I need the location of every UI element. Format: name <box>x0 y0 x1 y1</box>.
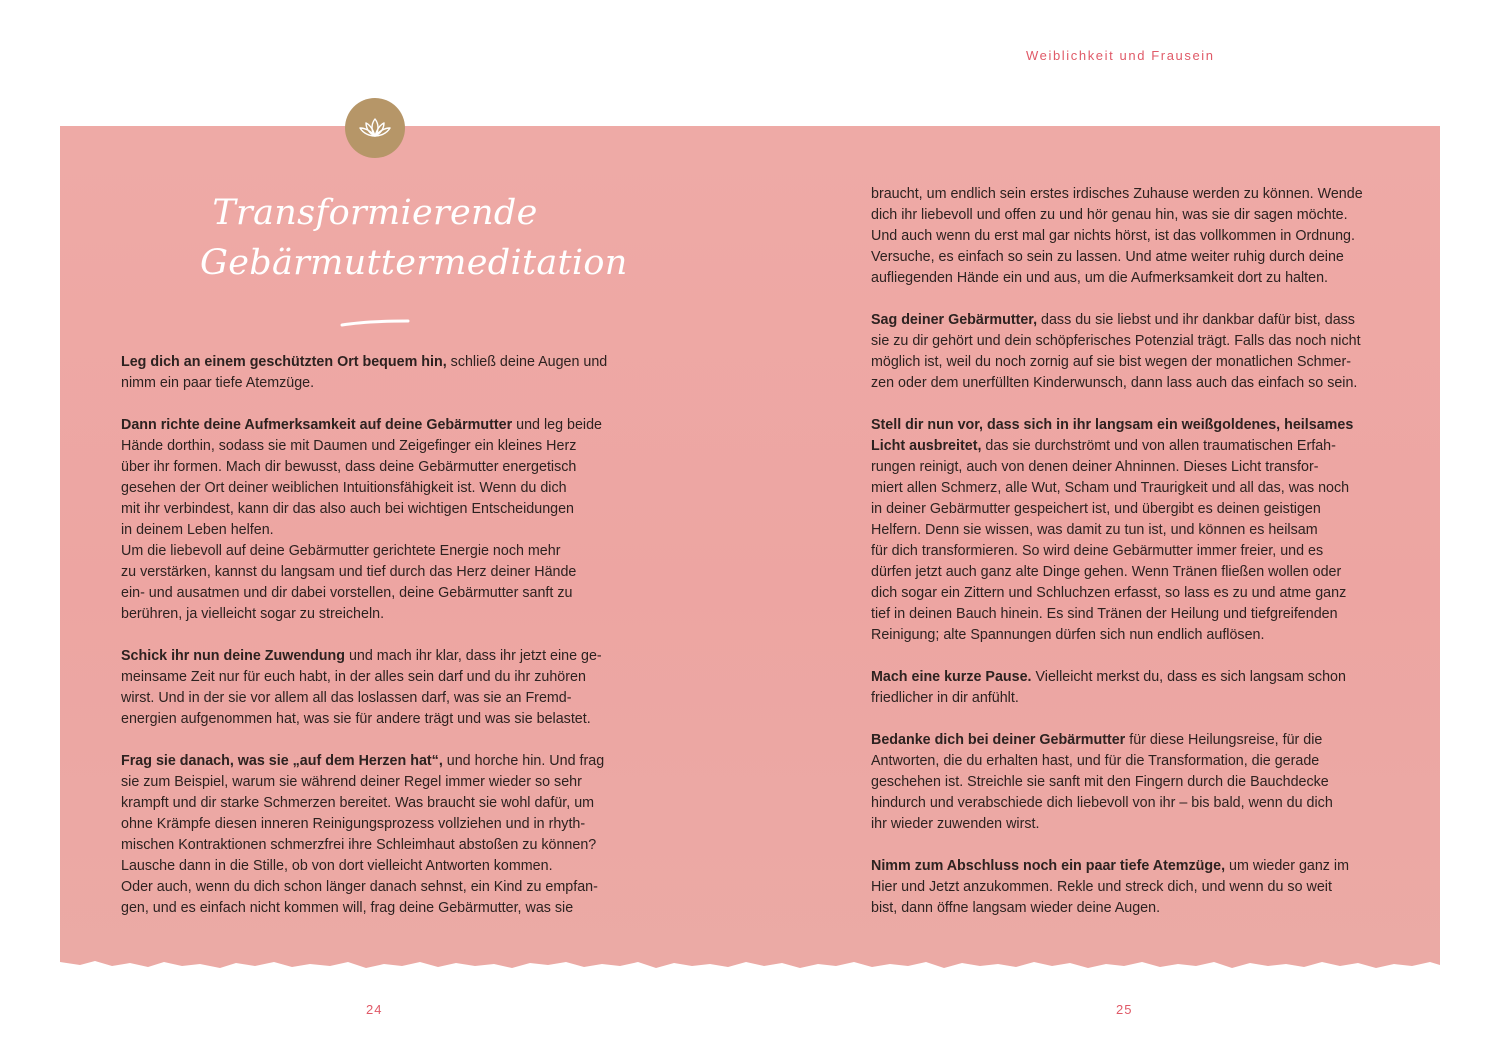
paragraph-bold-lead: Schick ihr nun deine Zuwendung <box>121 648 345 664</box>
paragraph <box>871 667 1391 709</box>
page-number-right: 25 <box>1116 1002 1133 1017</box>
paragraph-bold-lead: Dann richte deine Aufmerksamkeit auf deine Gebärmutter <box>121 417 513 433</box>
paragraph-bold-lead: Frag sie danach, was sie „auf dem Herzen hat“, <box>121 753 443 769</box>
paragraph-bold-lead: Leg dich an einem geschützten Ort bequem hin, <box>121 354 447 370</box>
title-brush-underline <box>340 318 410 328</box>
paragraph <box>121 415 641 625</box>
paragraph-body: und mach ihr klar, dass ihr jetzt eine ge- meinsame Zeit nur für euch habt, in der alles sein darf und du ihr zuhören wirst. Und in der sie vor allem all das loslassen darf, was sie an Fremd- energien aufgenommen hat, was sie für andere trägt und was sie belastet. <box>121 648 602 727</box>
paragraph-body: dass du sie liebst und ihr dankbar dafür bist, dass sie zu dir gehört und dein schöpferisches Potenzial trägt. Falls das noch nicht möglich ist, weil du noch zornig auf sie bist wegen der monatlichen Schmer- zen oder dem unerfüllten Kinderwunsch, dann lass auch das einfach so sein. <box>871 312 1361 391</box>
lotus-badge <box>345 98 405 158</box>
title-line-2: Gebärmuttermeditation <box>200 243 628 283</box>
paragraph-bold-lead: Mach eine kurze Pause. <box>871 669 1032 685</box>
paragraph-body: Vielleicht merkst du, dass es sich langsam schon friedlicher in dir anfühlt. <box>871 669 1346 706</box>
paragraph-body: schließ deine Augen und nimm ein paar tiefe Atemzüge. <box>121 354 608 391</box>
paragraph <box>121 751 641 919</box>
title-line-1: Transformierende <box>212 193 538 233</box>
paragraph-body: braucht, um endlich sein erstes irdisches Zuhause werden zu können. Wende dich ihr liebevoll und offen zu und hör genau hin, was sie dir sagen möchte. Und auch wenn du erst mal gar nichts hörst, ist das vollkommen in Ordnung. Versuche, es einfach so sein zu lassen. Und atme weiter ruhig durch deine aufliegenden Hände ein und aus, um die Aufmerksamkeit dort zu halten. <box>871 186 1363 286</box>
paragraph <box>871 856 1391 919</box>
paragraph <box>121 352 641 394</box>
paragraph-body: und horche hin. Und frag sie zum Beispiel, warum sie während deiner Regel immer wieder so sehr krampft und dir starke Schmerzen bereitet. Was braucht sie wohl dafür, um ohne Krämpfe diesen inneren Reinigungsprozess vollziehen und in rhyth- mischen Kontraktionen schmerzfrei ihre Schleimhaut abstoßen zu können? Lausche dann in die Stille, ob von dort vielleicht Antworten kommen. Oder auch, wenn du dich schon länger danach sehnst, ein Kind zu empfan- gen, und es einfach nicht kommen will, frag deine Gebärmutter, was sie <box>121 753 605 916</box>
paragraph <box>871 730 1391 835</box>
left-page-text <box>121 352 641 940</box>
page-title <box>200 188 628 288</box>
page-number-left: 24 <box>366 1002 383 1017</box>
running-header: Weiblichkeit und Frausein <box>1026 48 1215 63</box>
paragraph <box>121 646 641 730</box>
paragraph-body: und leg beide Hände dorthin, sodass sie mit Daumen und Zeigefinger ein kleines Herz über ihr formen. Mach dir bewusst, dass deine Gebärmutter energetisch gesehen der Ort deiner weiblichen Intuitionsfähigkeit ist. Wenn du dich mit ihr verbindest, kann dir das also auch bei wichtigen Entscheidungen in deinem Leben helfen. Um die liebevoll auf deine Gebärmutter gerichtete Energie noch mehr zu verstärken, kannst du langsam und tief durch das Herz deiner Hände ein- und ausatmen und dir dabei vorstellen, deine Gebärmutter sanft zu berühren, ja vielleicht sogar zu streicheln. <box>121 417 602 622</box>
paragraph <box>871 310 1391 394</box>
paragraph <box>871 415 1391 646</box>
paragraph-bold-lead: Bedanke dich bei deiner Gebärmutter <box>871 732 1126 748</box>
paragraph-body: für diese Heilungsreise, für die Antworten, die du erhalten hast, und für die Transformation, die gerade geschehen ist. Streichle sie sanft mit den Fingern durch die Bauchdecke hindurch und verabschiede dich liebevoll von ihr – bis bald, wenn du dich ihr wieder zuwenden wirst. <box>871 732 1333 832</box>
torn-paper-edge <box>60 956 1440 978</box>
lotus-icon <box>357 116 393 140</box>
right-page-text <box>871 184 1391 940</box>
paragraph-bold-lead: Sag deiner Gebärmutter, <box>871 312 1038 328</box>
paragraph-bold-lead: Stell dir nun vor, dass sich in ihr langsam ein weißgoldenes, heilsames Licht ausbreitet, <box>871 417 1354 454</box>
paragraph-body: um wieder ganz im Hier und Jetzt anzukommen. Rekle und streck dich, und wenn du so weit bist, dann öffne langsam wieder deine Augen. <box>871 858 1350 916</box>
paragraph <box>871 184 1391 289</box>
paragraph-bold-lead: Nimm zum Abschluss noch ein paar tiefe Atemzüge, <box>871 858 1226 874</box>
paragraph-body: das sie durchströmt und von allen traumatischen Erfah- rungen reinigt, auch von denen deiner Ahninnen. Dieses Licht transfor- miert allen Schmerz, alle Wut, Scham und Traurigkeit und all das, was noch in deiner Gebärmutter gespeichert ist, und übergibt es deinen geistigen Helfern. Denn sie wissen, was damit zu tun ist, und können es heilsam für dich transformieren. So wird deine Gebärmutter immer freier, und es dürfen jetzt auch ganz alte Dinge gehen. Wenn Tränen fließen wollen oder dich sogar ein Zittern und Schluchzen erfasst, so lass es zu und atme ganz tief in deinen Bauch hinein. Es sind Tränen der Heilung und tiefgreifenden Reinigung; alte Spannungen dürfen sich nun endlich auflösen. <box>871 438 1350 643</box>
